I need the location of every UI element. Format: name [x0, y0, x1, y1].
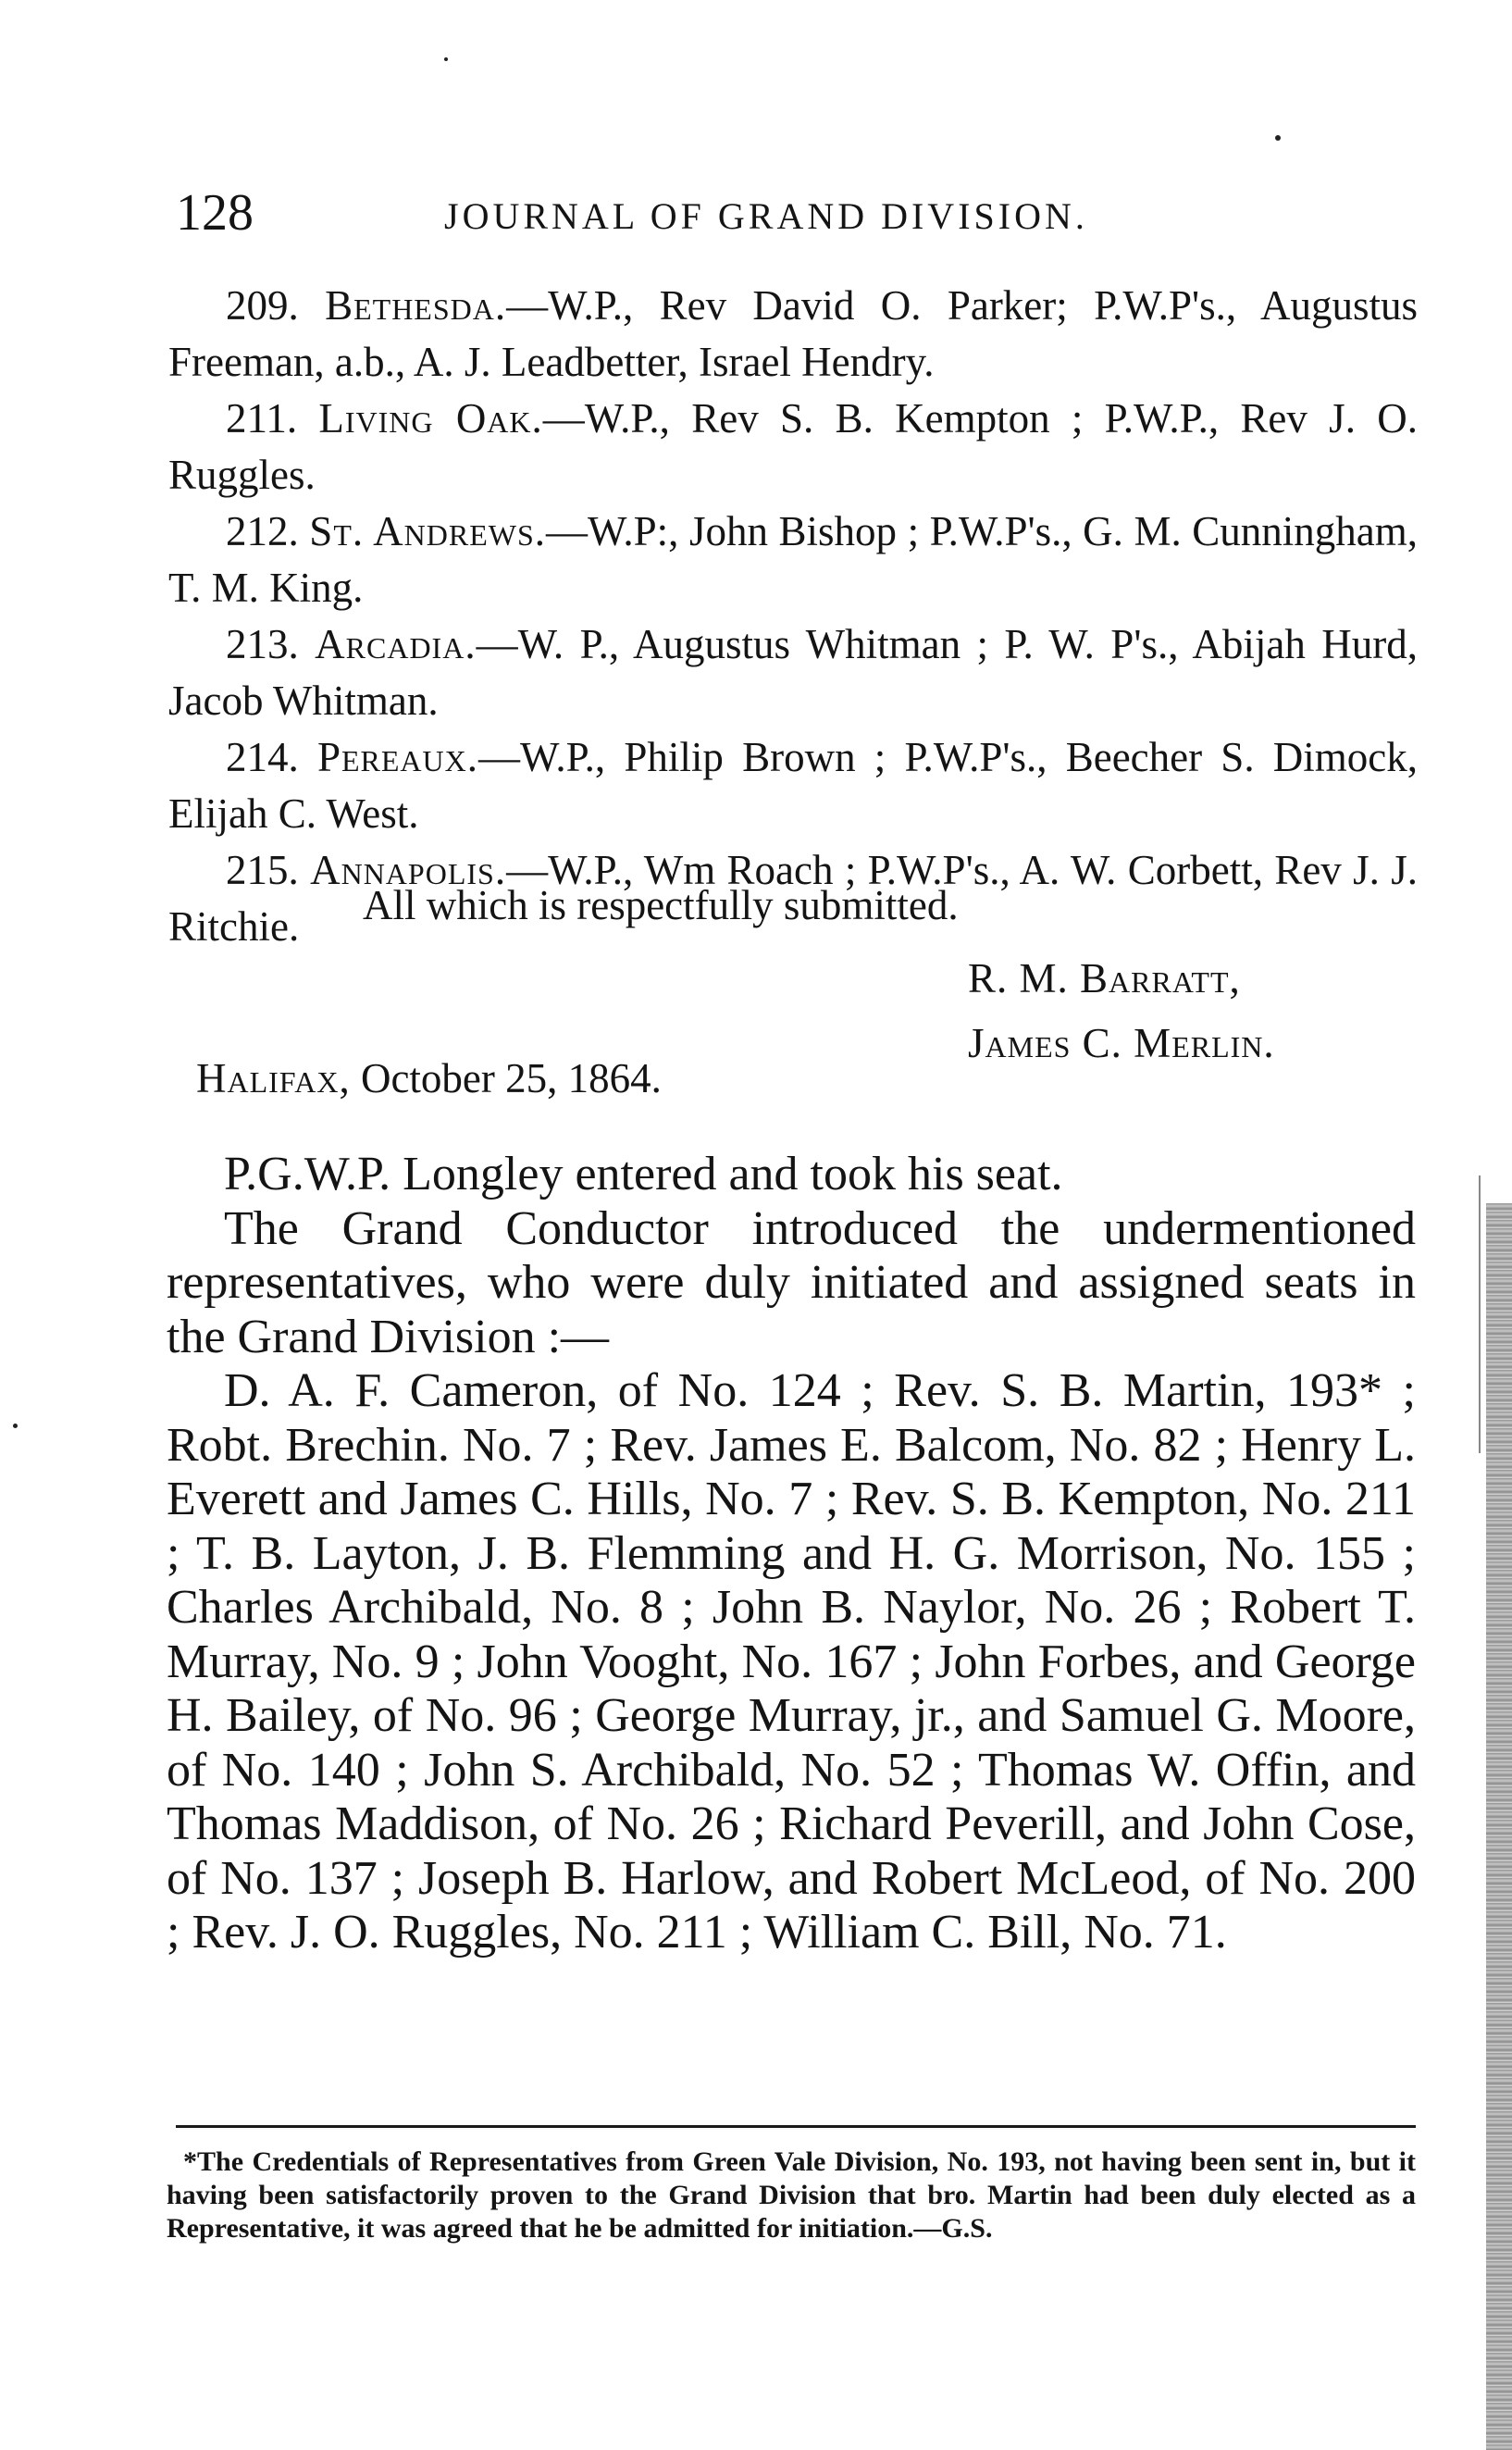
division-entry: 211. Living Oak.—W.P., Rev S. B. Kempton ; P.W.P., Rev J. O. Ruggles.: [168, 395, 1418, 498]
division-entry: 214. Pereaux.—W.P., Philip Brown ; P.W.P's., Beecher S. Dimock, Elijah C. West.: [168, 734, 1418, 837]
division-entries: [168, 278, 1418, 955]
body-text: [167, 1148, 1416, 1960]
division-entry: 215. Annapolis.—W.P., Wm Roach ; P.W.P's., A. W. Corbett, Rev J. J. Ritchie.: [168, 847, 1419, 950]
paragraph: D. A. F. Cameron, of No. 124 ; Rev. S. B. Martin, 193* ; Robt. Brechin. No. 7 ; Rev. James E. Balcom, No. 82 ; Henry L. Everett and James C. Hills, No. 7 ; Rev. S. B. Kempton, No. 211 ; T. B. Layton, J. B. Flemming and H. G. Morrison, No. 155 ; Charles Archibald, No. 8 ; John B. Naylor, No. 26 ; Robert T. Murray, No. 9 ; John Vooght, No. 167 ; John Forbes, and George H. Bailey, of No. 96 ; George Murray, jr., and Samuel G. Moore, of No. 140 ; John S. Archibald, No. 52 ; Thomas W. Offin, and Thomas Maddison, of No. 26 ; Richard Peverill, and John Cose, of No. 137 ; Joseph B. Harlow, and Robert McLeod, of No. 200 ; Rev. J. O. Ruggles, No. 211 ; William C. Bill, No. 71.: [167, 1364, 1416, 1959]
ink-speck: [444, 57, 448, 61]
signature-block: [968, 946, 1275, 1076]
footnote-rule: [176, 2125, 1416, 2128]
submitted-line: All which is respectfully submitted.: [363, 882, 959, 928]
signature-name: James C. Merlin.: [968, 1020, 1275, 1066]
division-entry: 212. St. Andrews.—W.P:, John Bishop ; P.W.P's., G. M. Cunningham, T. M. King.: [168, 508, 1419, 611]
place-date: [196, 1046, 662, 1111]
paragraph: P.G.W.P. Longley entered and took his seat.: [224, 1148, 1063, 1200]
page-edge-shadow: [1486, 1203, 1512, 2450]
page-number: 128: [176, 184, 254, 242]
ink-speck: [13, 1424, 18, 1428]
page-header: [176, 176, 1416, 250]
division-entry: 209. Bethesda.—W.P., Rev David O. Parker; P.W.P's., Augustus Freeman, a.b., A. J. Leadbetter, Israel Hendry.: [168, 282, 1419, 385]
page-edge-line: [1479, 1175, 1481, 1453]
footnote: *The Credentials of Representatives from Green Vale Division, No. 193, not having been sent in, but it having been satisfactorily proven to the Grand Division that bro. Martin had been duly elected as a Representative, it was agreed that he be admitted for initiation.—G.S.: [167, 2146, 1416, 2244]
signature-name: R. M. Barratt,: [968, 955, 1241, 1001]
place: Halifax,: [196, 1055, 351, 1101]
date: October 25, 1864.: [360, 1055, 662, 1101]
division-entry: 213. Arcadia.—W. P., Augustus Whitman ; P. W. P's., Abijah Hurd, Jacob Whitman.: [168, 621, 1418, 724]
paragraph: The Grand Conductor introduced the undermentioned representatives, who were duly initiated and assigned seats in the Grand Division :—: [167, 1201, 1416, 1363]
running-head: JOURNAL OF GRAND DIVISION.: [444, 195, 1088, 237]
ink-speck: [1275, 135, 1281, 141]
